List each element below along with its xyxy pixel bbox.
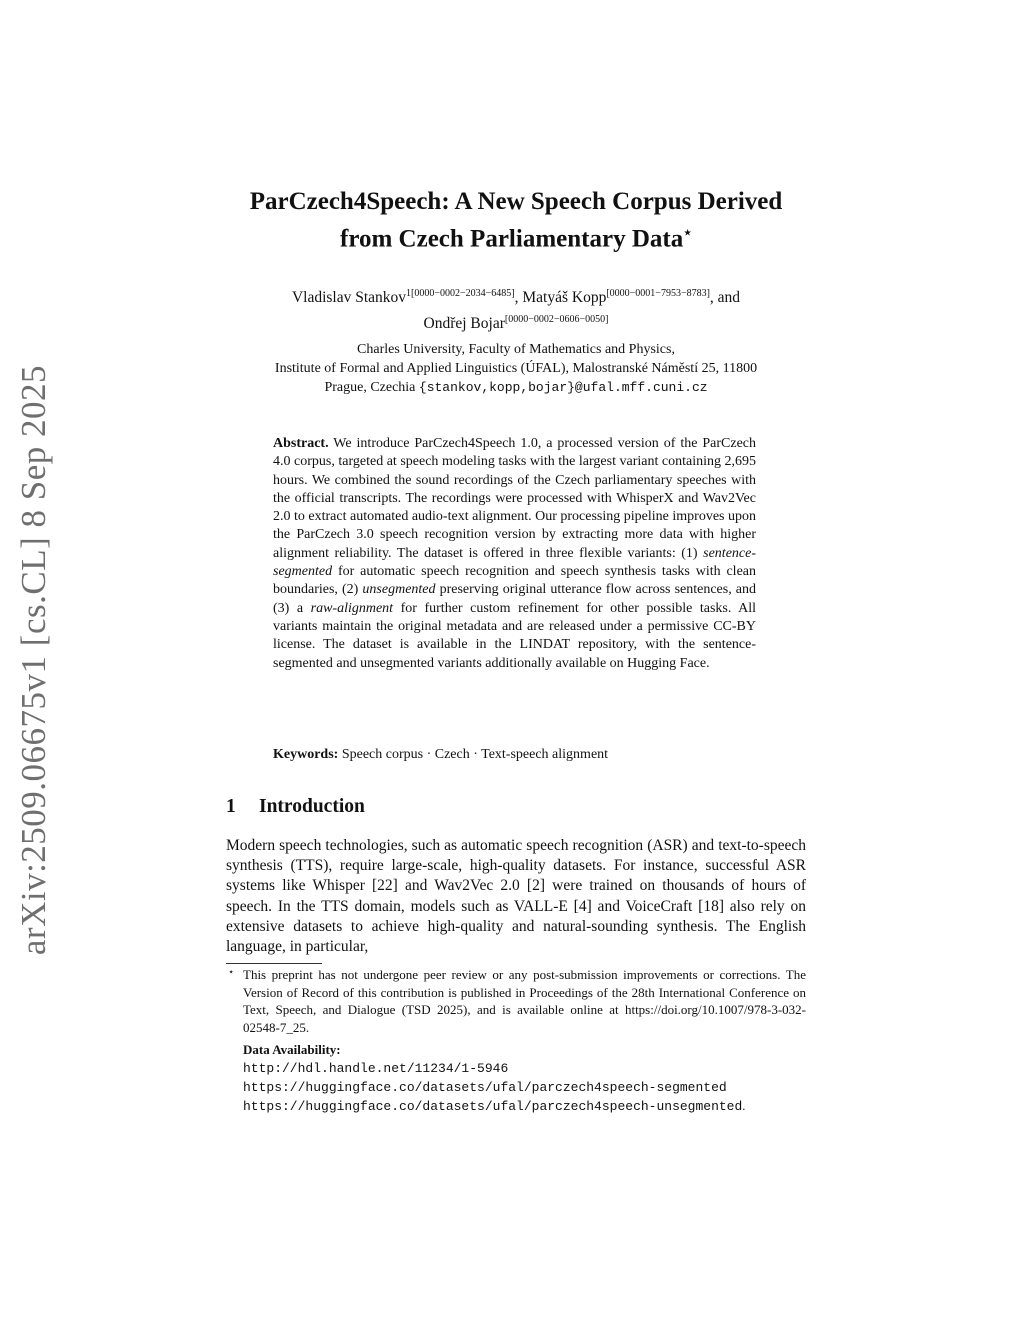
paper-title bbox=[226, 186, 806, 255]
footnote-text: This preprint has not undergone peer review or any post-submission improvements or corrections. The Version of Record of this contribution is published in Proceedings of the 28th International Conference on Text, Speech, and Dialogue (TSD 2025), and is available online at https://doi.org/10.1007/978-3-032-02548-7_25. bbox=[243, 967, 806, 1035]
keywords bbox=[273, 747, 756, 763]
abstract-text-3: preserving original utterance flow across sentences, and (3) a bbox=[273, 582, 756, 616]
footnote-mark: ⋆ bbox=[228, 967, 235, 978]
author-separator-2: , and bbox=[709, 289, 741, 307]
abstract-emphasis-1: sentence-segmented bbox=[273, 545, 756, 580]
author-separator-1: , bbox=[514, 289, 523, 307]
title-line-2-text: from Czech Parliamentary Data bbox=[340, 225, 684, 253]
abstract-emphasis-2: unsegmented bbox=[362, 582, 436, 598]
abstract-text-4: for further custom refinement for other possible tasks. All variants maintain the original metadata and are released under a permissive CC-BY license. The dataset is available in the LINDAT repository, with the sentence-segmented and unsegmented variants additionally available on Hugging Face. bbox=[273, 600, 756, 671]
data-links bbox=[243, 1060, 745, 1117]
author-emails[interactable]: {stankov,kopp,bojar}@ufal.mff.cuni.cz bbox=[418, 380, 708, 395]
title-line-1: ParCzech4Speech: A New Speech Corpus Derived bbox=[249, 188, 783, 215]
link-hf-unsegmented[interactable]: https://huggingface.co/datasets/ufal/parczech4speech-unsegmented bbox=[243, 1099, 743, 1114]
abstract-text-2: for automatic speech recognition and speech synthesis tasks with clean boundaries, (2) bbox=[273, 564, 756, 598]
arxiv-identifier-text: arXiv:2509.06675v1 [cs.CL] 8 Sep 2025 bbox=[14, 364, 53, 956]
author-1-name: Vladislav Stankov bbox=[291, 289, 407, 307]
title-line-2 bbox=[226, 218, 806, 255]
author-3-orcid[interactable]: [0000−0002−0606−0050] bbox=[504, 314, 609, 326]
link-lindat[interactable]: http://hdl.handle.net/11234/1-5946 bbox=[243, 1061, 509, 1076]
keywords-text: Speech corpus · Czech · Text-speech alignment bbox=[338, 747, 609, 762]
data-availability-label: Data Availability: bbox=[243, 1042, 341, 1057]
introduction-paragraph: Modern speech technologies, such as automatic speech recognition (ASR) and text-to-speech synthesis (TTS), require large-scale, high-quality datasets. For instance, successful ASR systems like Whisper [22] and Wav2Vec 2.0 [2] were trained on thousands of hours of speech. In the TTS domain, models such as VALL-E [4] and VoiceCraft [18] also rely on extensive datasets to achieve high-quality and natural-sounding synthesis. The English language, in particular, bbox=[226, 837, 806, 956]
abstract-text-1: We introduce ParCzech4Speech 1.0, a processed version of the ParCzech 4.0 corpus, targeted at speech modeling tasks with the largest variant containing 2,695 hours. We combined the sound recordings of the Czech parliamentary speeches with the official transcripts. The recordings were processed with WhisperX and Wav2Vec 2.0 to extract automated audio-text alignment. Our processing pipeline improves upon the ParCzech 3.0 speech recognition version by extracting more data with higher alignment reliability. The dataset is offered in three flexible variants: (1) bbox=[273, 436, 756, 561]
keywords-label: Keywords: bbox=[273, 747, 339, 762]
link-end-period: . bbox=[742, 1099, 746, 1113]
author-3-name: Ondřej Bojar bbox=[423, 315, 505, 333]
section-number: 1 bbox=[226, 796, 236, 817]
author-1-orcid[interactable]: 1[0000−0002−2034−6485] bbox=[406, 288, 515, 299]
footnote-divider bbox=[226, 963, 322, 964]
section-heading-introduction bbox=[226, 796, 365, 818]
abstract-label: Abstract. bbox=[273, 436, 329, 451]
authors-line-1 bbox=[226, 283, 806, 309]
author-list bbox=[226, 283, 806, 335]
abstract-emphasis-3: raw-alignment bbox=[310, 600, 394, 616]
author-2-orcid[interactable]: [0000−0001−7953−8783] bbox=[606, 288, 710, 299]
affiliation bbox=[226, 340, 806, 397]
section-title: Introduction bbox=[259, 796, 365, 817]
affiliation-city: Prague, Czechia bbox=[324, 380, 419, 395]
link-hf-unsegmented-row bbox=[243, 1097, 745, 1117]
authors-line-2 bbox=[226, 309, 806, 335]
affiliation-line-3 bbox=[226, 378, 806, 397]
affiliation-line-1: Charles University, Faculty of Mathematics and Physics, bbox=[357, 342, 675, 357]
link-hf-segmented[interactable]: https://huggingface.co/datasets/ufal/parczech4speech-segmented bbox=[243, 1079, 727, 1095]
footnote bbox=[226, 966, 806, 1036]
affiliation-line-2: Institute of Formal and Applied Linguistics (ÚFAL), Malostranské Náměstí 25, 11800 bbox=[274, 361, 758, 376]
arxiv-identifier bbox=[12, 364, 56, 956]
author-2-name: Matyáš Kopp bbox=[522, 289, 607, 307]
title-footnote-mark: ⋆ bbox=[683, 226, 692, 241]
abstract bbox=[273, 435, 756, 673]
